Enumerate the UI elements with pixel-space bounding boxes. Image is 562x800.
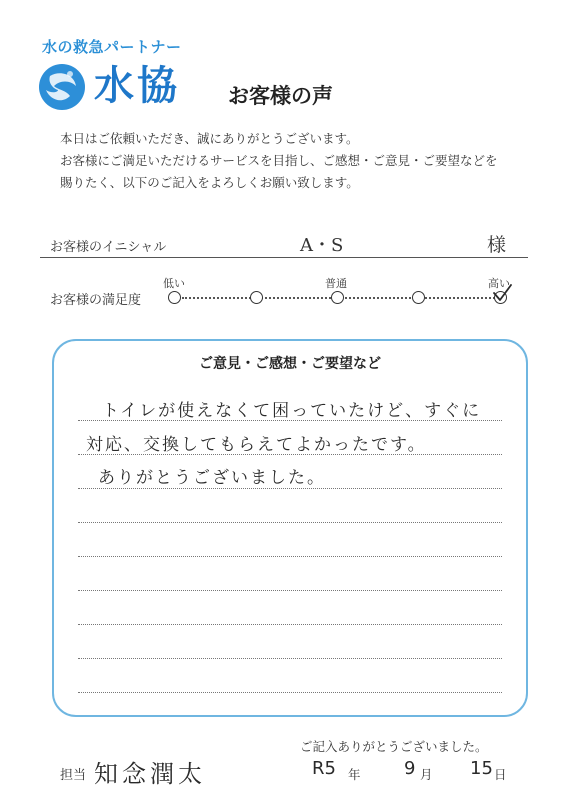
comment-line: トイレが使えなくて困っていたけど、すぐに (102, 401, 482, 421)
satisfaction-label: お客様の満足度 (50, 293, 142, 308)
date-day-unit: 日 (494, 767, 507, 782)
comment-line: 対応、交換してもらえてよかったです。 (86, 435, 427, 455)
water-drop-logo-icon (36, 60, 88, 112)
staff-label: 担当 (60, 768, 87, 783)
scale-mid-label: 普通 (325, 277, 347, 290)
scale-option-4[interactable] (412, 291, 425, 304)
initials-value: A・S (300, 235, 344, 256)
initials-label: お客様のイニシャル (50, 240, 167, 255)
writing-line (78, 488, 502, 489)
writing-line (78, 658, 502, 659)
date-month: 9 (404, 758, 416, 779)
brand-logo-text: 水協 (94, 63, 180, 109)
scale-option-1[interactable] (168, 291, 181, 304)
date-month-unit: 月 (420, 767, 433, 782)
date-year-unit: 年 (348, 767, 361, 782)
writing-line (78, 692, 502, 693)
intro-line: 本日はご依頼いただき、誠にありがとうございます。 (60, 131, 359, 146)
date-day: 15 (470, 758, 493, 779)
initials-suffix: 様 (487, 234, 507, 256)
writing-line (78, 522, 502, 523)
intro-line: お客様にご満足いただけるサービスを目指し、ご感想・ご意見・ご要望などを (60, 153, 498, 168)
comment-line: ありがとうございました。 (98, 468, 326, 488)
scale-option-3[interactable] (331, 291, 344, 304)
brand-tagline: 水の救急パートナー (42, 38, 182, 56)
intro-text (60, 128, 498, 194)
page-title: お客様の声 (228, 84, 333, 108)
comments-title: ご意見・ご感想・ご要望など (199, 356, 381, 372)
scale-option-2[interactable] (250, 291, 263, 304)
thanks-text: ご記入ありがとうございました。 (300, 739, 488, 754)
initials-underline (40, 257, 528, 258)
intro-line: 賜りたく、以下のご記入をよろしくお願い致します。 (60, 175, 359, 190)
scale-low-label: 低い (163, 277, 185, 290)
writing-line (78, 624, 502, 625)
date-era-year: R5 (312, 758, 336, 779)
writing-line (78, 556, 502, 557)
staff-name: 知念潤太 (94, 760, 206, 788)
scale-high-label: 高い (488, 277, 510, 290)
writing-line (78, 590, 502, 591)
checkmark-icon (491, 283, 513, 303)
